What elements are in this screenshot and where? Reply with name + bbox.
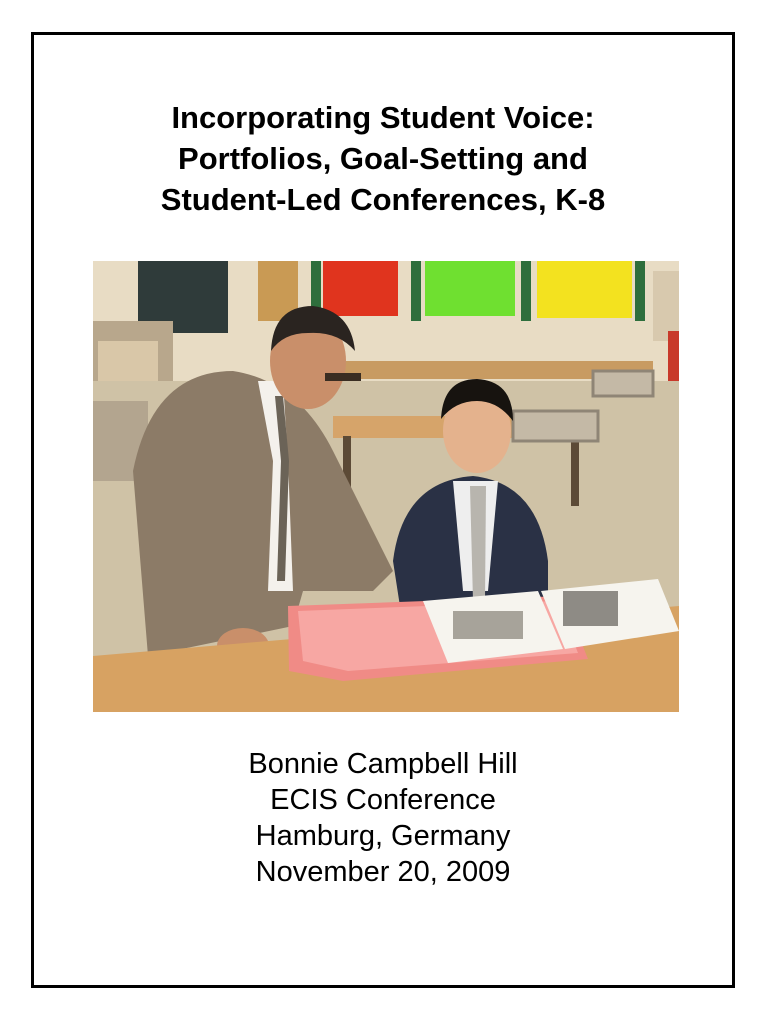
classroom-photo — [93, 261, 679, 712]
title-line-3: Student-Led Conferences, K-8 — [160, 182, 606, 217]
credits-block — [34, 746, 732, 890]
page-frame — [31, 32, 735, 988]
title-line-2: Portfolios, Goal-Setting and — [178, 141, 588, 176]
event-name: ECIS Conference — [270, 784, 496, 816]
author-name: Bonnie Campbell Hill — [248, 748, 518, 780]
document-title — [34, 97, 732, 220]
event-date: November 20, 2009 — [255, 856, 511, 888]
title-line-1: Incorporating Student Voice: — [171, 100, 595, 135]
event-location: Hamburg, Germany — [255, 820, 511, 852]
classroom-photo-illustration — [93, 261, 679, 712]
